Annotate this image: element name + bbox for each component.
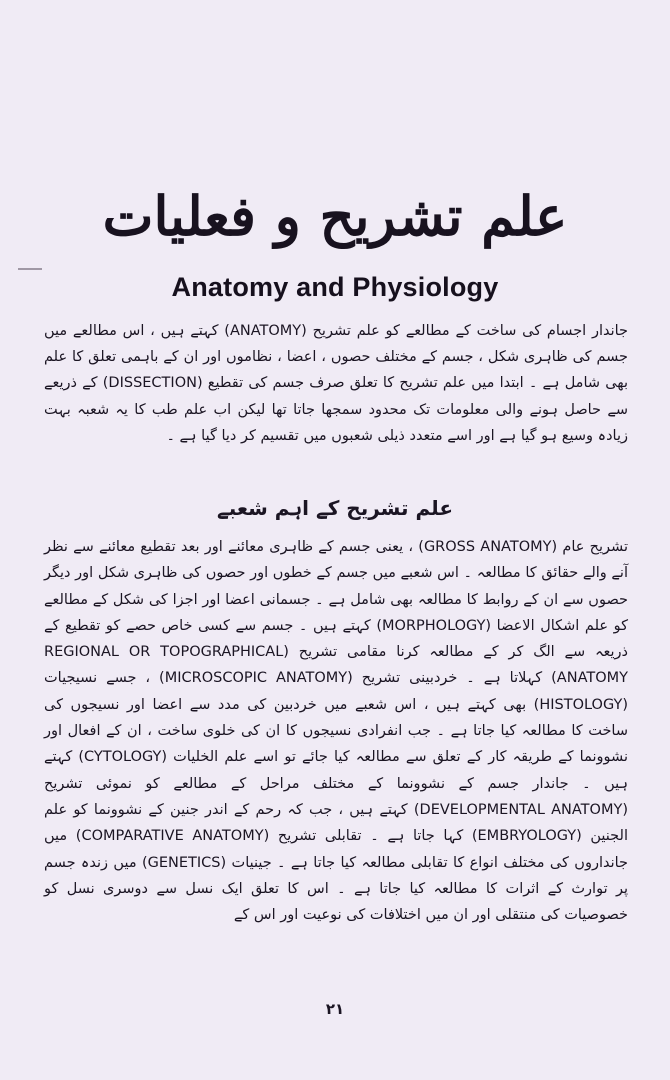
chapter-title-english: Anatomy and Physiology bbox=[171, 272, 499, 302]
chapter-title-urdu: علم تشریح و فعلیات bbox=[102, 184, 568, 248]
margin-mark bbox=[18, 268, 42, 270]
intro-paragraph-text: جاندار اجسام کی ساخت کے مطالعے کو علم تشریح (ANATOMY) کہتے ہیں ، اس مطالعے میں جسم کی ظاہری شکل ، جسم کے مختلف حصوں ، اعضا ، نظاموں اور ان کے باہمی تعلق کا علم بھی شامل ہے ۔ ابتدا میں علم تشریح کا تعلق صرف جسم کی تقطیع (DISSECTION) کے ذریعے سے حاصل ہونے والی معلومات تک محدود سمجھا جاتا تھا لیکن اب علم طب کا یہ شعبہ بہت زیادہ وسیع ہو گیا ہے اور اسے متعدد ذیلی شعبوں میں تقسیم کر دیا گیا ہے ۔ bbox=[44, 323, 628, 444]
section-subheading: علم تشریح کے اہم شعبے bbox=[216, 496, 454, 520]
body-paragraph-text: تشریح عام (GROSS ANATOMY) ، یعنی جسم کے ظاہری معائنے اور بعد تقطیع معائنے سے نظر آنے والے حقائق کا مطالعہ ۔ اس شعبے میں جسم کے خطوں اور حصوں کی ظاہری شکل اور دیگر حصوں سے ان کے روابط کا مطالعہ بھی شامل ہے ۔ جسمانی اعضا اور اجزا کی شکل کے مطالعے کو علم اشکال الاعضا (MORPHOLOGY) کہتے ہیں ۔ جسم سے کسی خاص حصے کو تقطیع کے ذریعہ سے الگ کر کے مطالعہ کرنا مقامی تشریح (REGIONAL OR TOPOGRAPHICAL ANATOMY) کہلاتا ہے ۔ خردبینی تشریح (MICROSCOPIC ANATOMY) ، جسے نسیجیات (HISTOLOGY) بھی کہتے ہیں ، اس شعبے میں خردبین کی مدد سے اعضا اور نسیجوں کی ساخت کا مطالعہ کیا جاتا ہے ۔ جب انفرادی نسیجوں کا ان کی خلوی ساخت ، ان کے افعال اور نشوونما کے طریقہ کار کے تعلق سے مطالعہ کیا جائے تو اسے علم الخلیات (CYTOLOGY) کہتے ہیں ۔ جاندار جسم کے نشوونما کے مختلف مراحل کے مطالعے کو نموئی تشریح (DEVELOPMENTAL ANATOMY) کہتے ہیں ، جب کہ رحم کے اندر جنین کے نشوونما کو علم الجنین (EMBRYOLOGY) کہا جاتا ہے ۔ تقابلی تشریح (COMPARATIVE ANATOMY) میں جانداروں کی مختلف انواع کا تقابلی مطالعہ کیا جاتا ہے ۔ جینیات (GENETICS) میں زندہ جسم پر توارث کے اثرات کا مطالعہ کیا جاتا ہے ۔ اس کا تعلق ایک نسل سے دوسری نسل کو خصوصیات کی منتقلی اور ان میں اختلافات کی نوعیت اور اس کے bbox=[44, 539, 629, 924]
page-number: ۲۱ bbox=[325, 1000, 345, 1018]
intro-paragraph bbox=[44, 318, 628, 449]
body-paragraph bbox=[44, 534, 628, 928]
